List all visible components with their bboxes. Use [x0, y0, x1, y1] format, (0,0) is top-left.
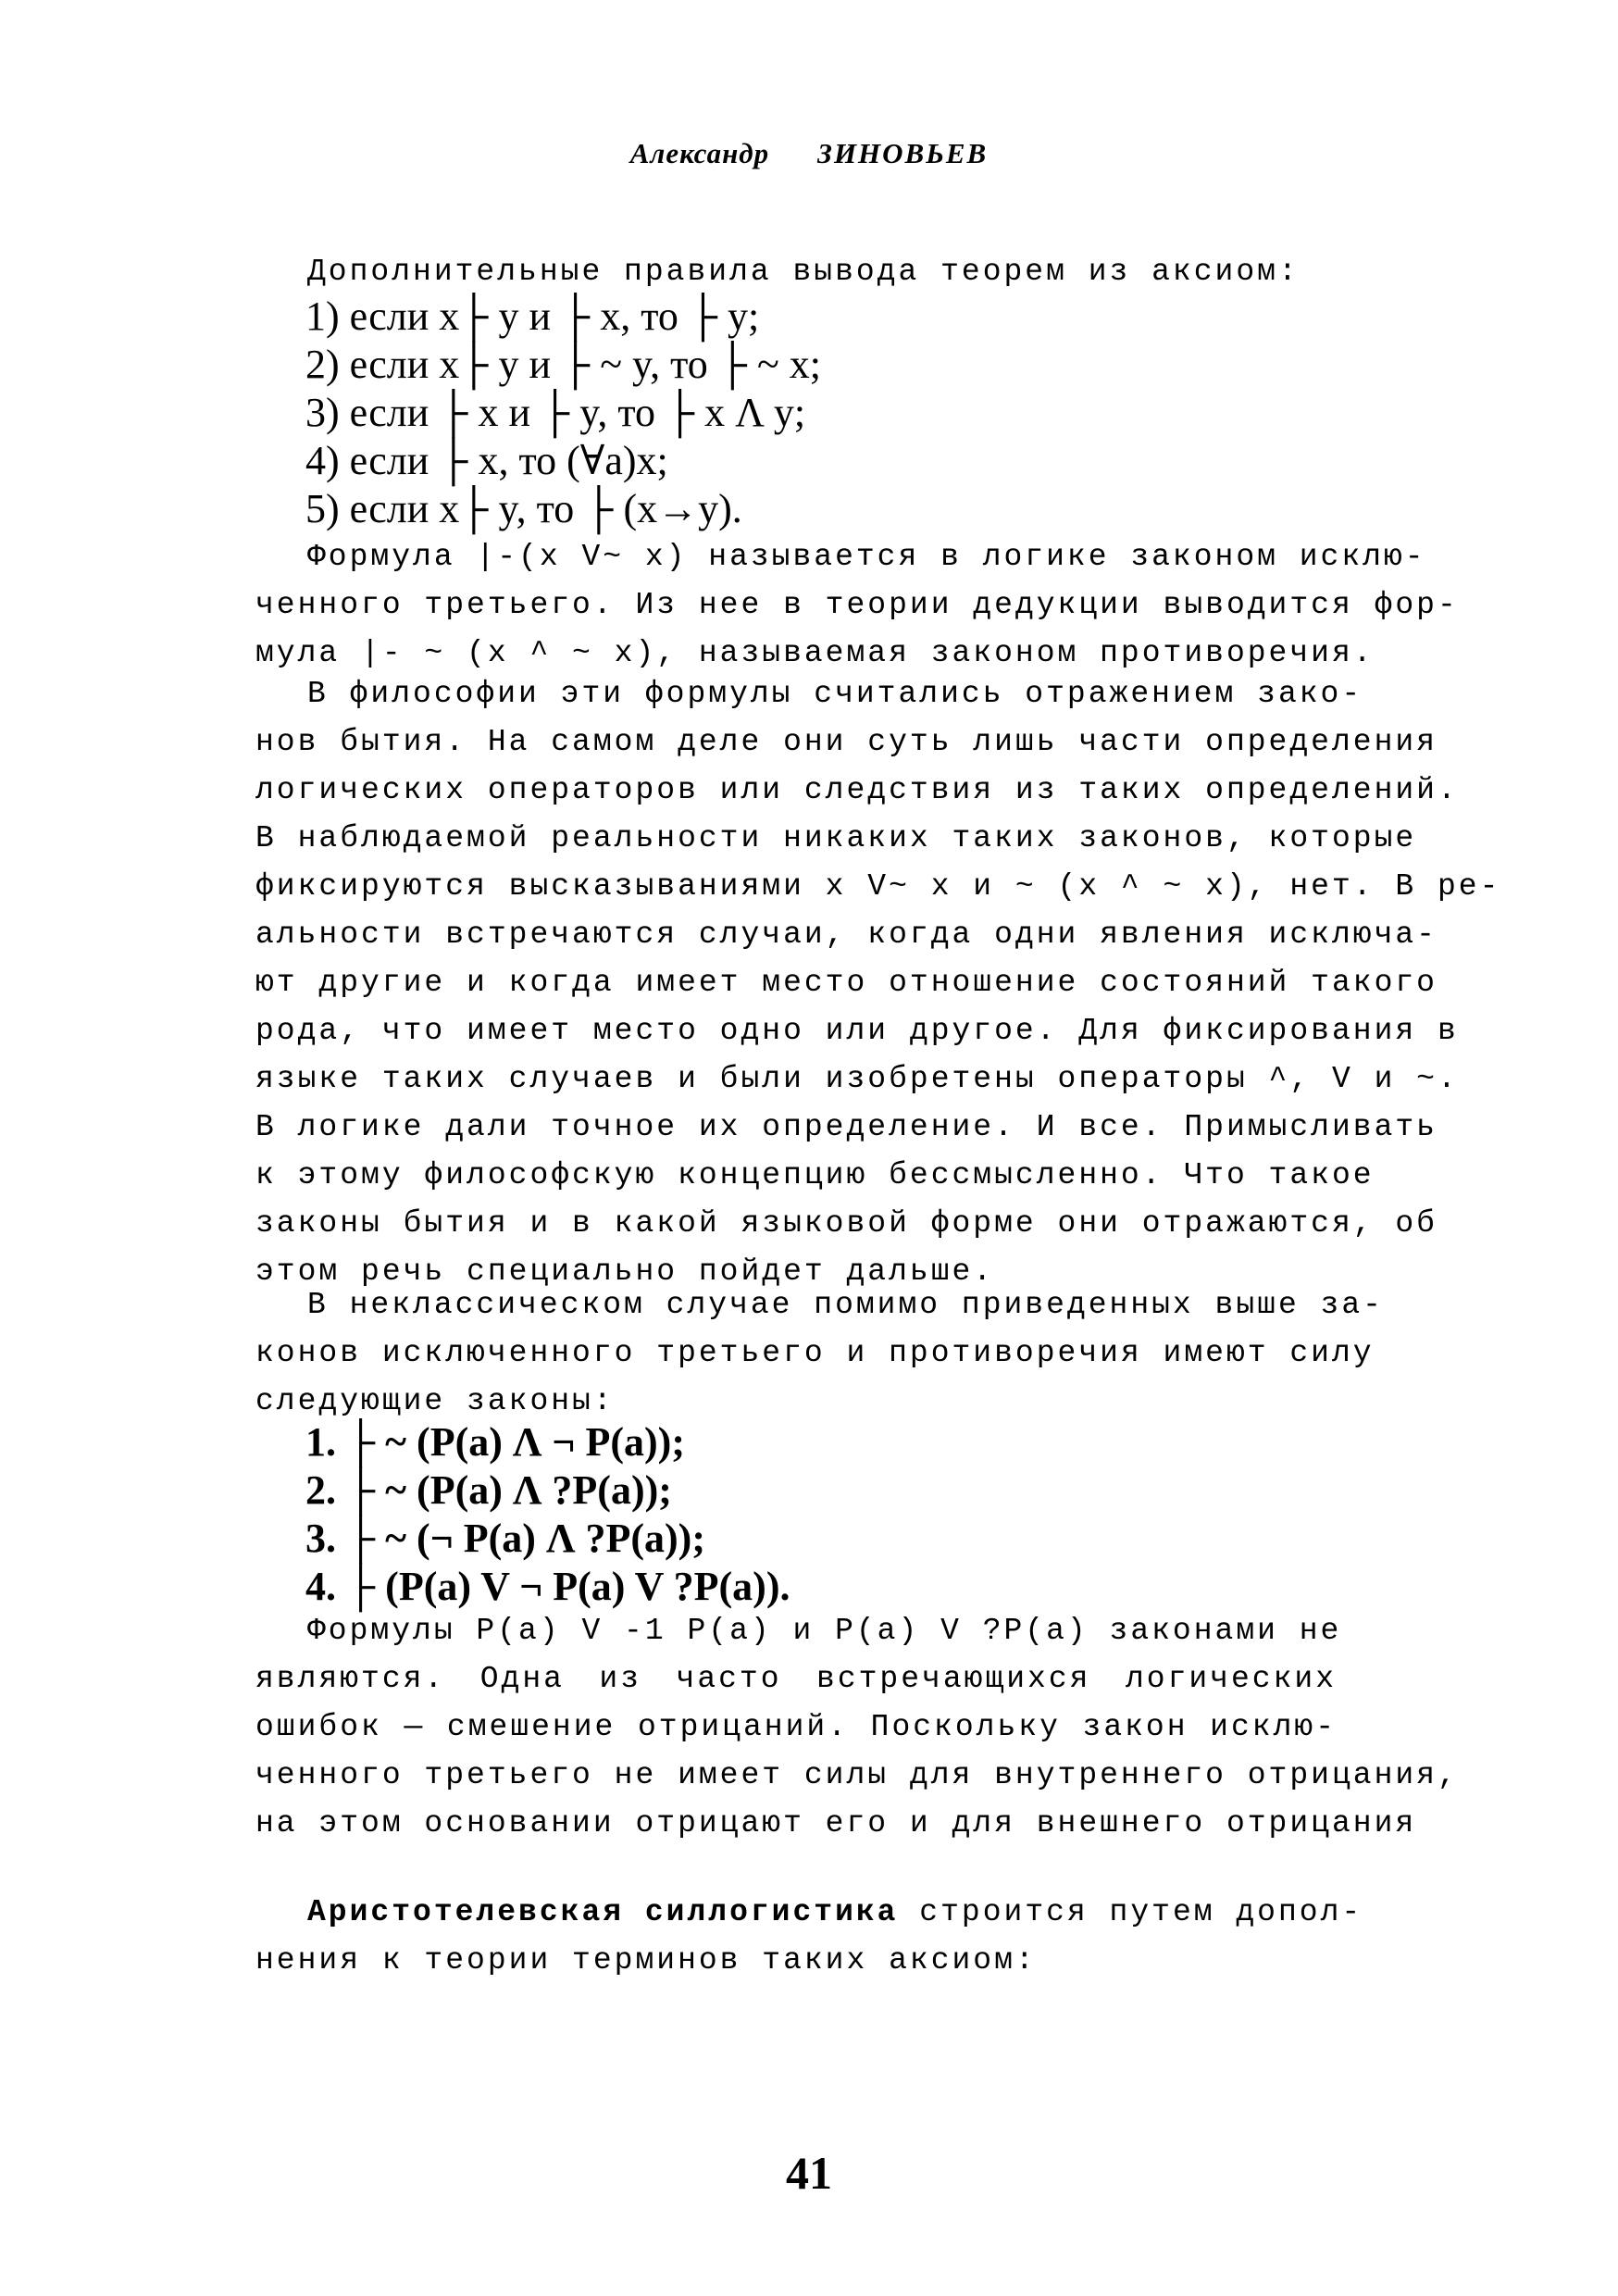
text-line: фиксируются высказываниями x V~ x и ~ (x ^ ~ x), нет. В ре- — [255, 869, 1501, 904]
author-first-name: Александр — [629, 137, 770, 169]
inference-rules-list — [305, 293, 821, 533]
paragraph-negation-mixing — [255, 1607, 1459, 1848]
term-aristotelian-syllogistic: Аристотелевская силлогистика — [307, 1895, 899, 1929]
paragraph-aristotelian — [255, 1889, 1363, 1985]
paragraph-philosophy — [255, 670, 1501, 1296]
text-line: В неклассическом случае помимо приведенных выше за- — [307, 1288, 1384, 1322]
text-line: Формулы P(a) V -1 P(a) и P(a) V ?P(a) законами не — [307, 1614, 1342, 1648]
text-line: следующие законы: — [255, 1384, 615, 1418]
text-line — [255, 1889, 1363, 1937]
page-number: 41 — [786, 2147, 832, 2199]
text-line: нов бытия. На самом деле они суть лишь части определения — [255, 725, 1438, 759]
text-line: мула |- ~ (x ^ ~ x), называемая законом противоречия. — [255, 636, 1375, 670]
text-line: В наблюдаемой реальности никаких таких законов, которые — [255, 821, 1417, 855]
text-line: на этом основании отрицают его и для внешнего отрицания — [255, 1806, 1417, 1841]
law-item: 2. ├ ~ (P(a) Λ ?P(a)); — [305, 1467, 672, 1513]
rule-item: 3) если ├ x и ├ y, то ├ x Λ y; — [305, 390, 806, 435]
text-line: альности встречаются случаи, когда одни явления исключа- — [255, 917, 1438, 952]
text-line: к этому философскую концепцию бессмысленно. Что такое — [255, 1158, 1375, 1192]
text-line: В философии эти формулы считались отражением зако- — [307, 677, 1363, 711]
text-line: являются. Одна из часто встречающихся логических — [255, 1662, 1337, 1696]
intro-block — [255, 248, 1337, 296]
law-item: 4. ├ (P(a) V ¬ P(a) V ?P(a)). — [305, 1564, 790, 1609]
intro-line: Дополнительные правила вывода теорем из аксиом: — [307, 255, 1300, 289]
text-line: рода, что имеет место одно или другое. Для фиксирования в — [255, 1014, 1459, 1048]
text-line: законы бытия и в какой языковой форме они отражаются, об — [255, 1206, 1438, 1241]
text-line: ченного третьего. Из нее в теории дедукции выводится фор- — [255, 588, 1459, 622]
text-line: ченного третьего не имеет силы для внутреннего отрицания, — [255, 1758, 1459, 1792]
text-line: логических операторов или следствия из таких определений. — [255, 773, 1459, 807]
text-fragment: строится путем допол- — [898, 1895, 1363, 1929]
rule-item: 2) если x├ y и ├ ~ y, то ├ ~ x; — [305, 342, 822, 387]
law-item: 3. ├ ~ (¬ P(a) Λ ?P(a)); — [305, 1516, 705, 1561]
text-line: нения к теории терминов таких аксиом: — [255, 1943, 1037, 1978]
rule-item: 4) если ├ x, то (∀a)x; — [305, 438, 668, 483]
rule-item: 5) если x├ y, то ├ (x→y). — [305, 486, 742, 531]
laws-list — [305, 1418, 790, 1611]
paragraph-nonclassical — [255, 1281, 1384, 1426]
text-line: ют другие и когда имеет место отношение состояний такого — [255, 966, 1438, 1000]
text-line: ошибок — смешение отрицаний. Поскольку закон исклю- — [255, 1710, 1337, 1744]
text-line: В логике дали точное их определение. И все. Примысливать — [255, 1110, 1438, 1144]
text-line: этом речь специально пойдет дальше. — [255, 1254, 995, 1289]
law-item: 1. ├ ~ (P(a) Λ ¬ P(a)); — [305, 1419, 685, 1465]
text-line: языке таких случаев и были изобретены операторы ^, V и ~. — [255, 1062, 1459, 1096]
text-line: конов исключенного третьего и противоречия имеют силу — [255, 1336, 1375, 1370]
text-line: Формула |-(x V~ x) называется в логике законом исклю- — [307, 540, 1426, 574]
paragraph-excluded-middle — [255, 533, 1459, 678]
running-header — [0, 137, 1618, 170]
rule-item: 1) если x├ y и ├ x, то ├ y; — [305, 293, 760, 339]
author-last-name: ЗИНОВЬЕВ — [817, 137, 989, 169]
